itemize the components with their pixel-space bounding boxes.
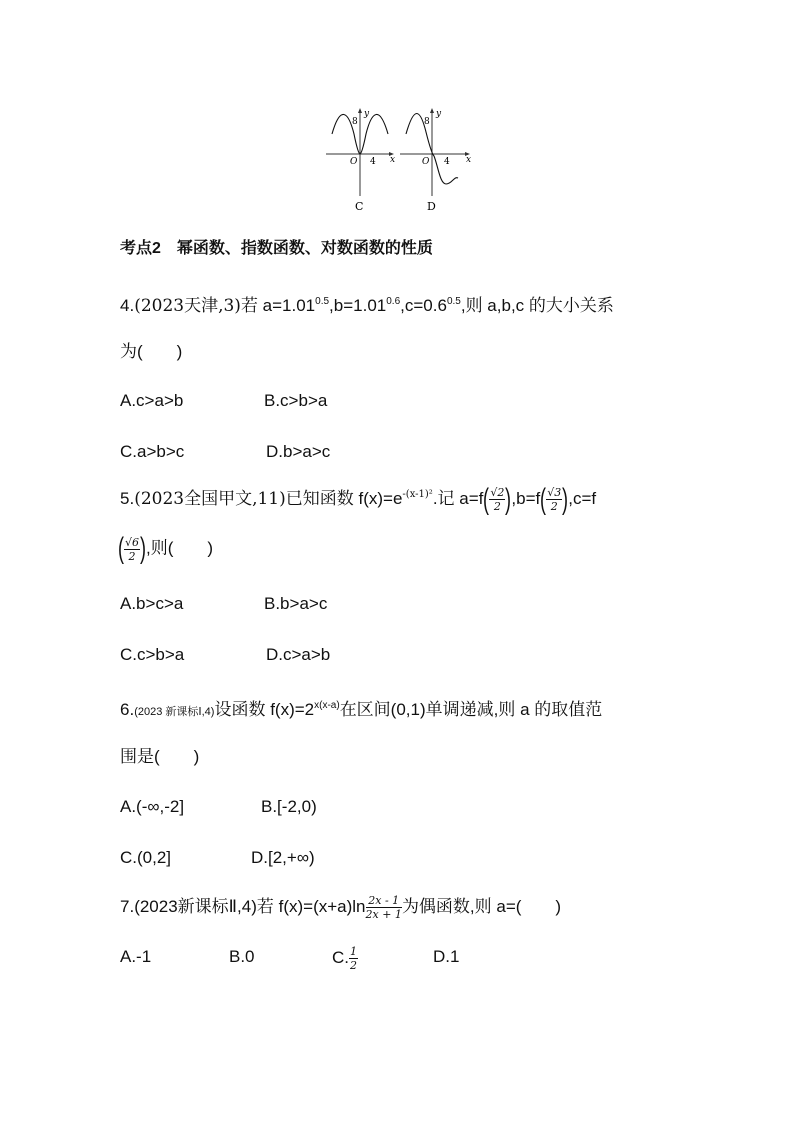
q5-option-c[interactable]: C.c>b>a — [120, 645, 185, 664]
q5-option-b[interactable]: B.b>a>c — [264, 594, 328, 613]
graph-d-x-tick: 4 — [444, 157, 450, 167]
graph-d-x-label: x — [466, 155, 472, 165]
graph-c-origin: O — [350, 157, 358, 167]
q4-line2: 为( ) — [120, 342, 183, 361]
graph-d-caption: D — [427, 200, 436, 213]
graph-d-origin: O — [422, 157, 430, 167]
q5-option-a[interactable]: A.b>c>a — [120, 594, 184, 613]
q6-line2: 围是( ) — [120, 747, 200, 766]
graph-c-y-tick: 8 — [352, 117, 358, 127]
q5-line1: 5.(2023全国甲文,11)已知函数 $f(x)=e^{-(x-1)^2}$.记 a=f( $\frac{√2}{2}$ ),b=f( $\frac{√3}{2}$ ),c=f — [120, 482, 597, 516]
q7-line1: 7.(2023新课标Ⅱ,4)若 f(x)=(x+a)ln $\frac{2x - 1}{2x + 1}$ 为偶函数,则 a=( ) — [120, 894, 562, 921]
section-title: 考点2 幂函数、指数函数、对数函数的性质 — [120, 240, 433, 257]
q7-option-a[interactable]: A.-1 — [120, 947, 152, 966]
q4-option-c[interactable]: C.a>b>c — [120, 442, 185, 461]
q7-frac: $\frac{2x - 1}{2x + 1}$ — [365, 894, 402, 921]
q4-number: 4. — [120, 296, 135, 315]
q4-option-a[interactable]: A.c>a>b — [120, 391, 184, 410]
q4-line1: 4.(2023天津,3)若 $a=1.01^{0.5},b=1.01^{0.6},c=0.6^{0.5}$,则 a,b,c 的大小关系 — [120, 296, 614, 316]
q7-option-d[interactable]: D.1 — [433, 947, 460, 966]
q6-option-c[interactable]: C.(0,2] — [120, 848, 172, 867]
graph-c-caption: C — [355, 200, 364, 213]
graph-d — [400, 108, 471, 213]
graph-c-y-label: y — [364, 109, 370, 119]
q5-option-d[interactable]: D.c>a>b — [266, 645, 331, 664]
graph-figure — [320, 104, 480, 216]
q4-source: (2023天津,3) — [134, 296, 241, 316]
q7-option-c[interactable]: C. $\frac{1}{2}$ — [332, 945, 357, 972]
q5-line2: ( $\frac{√6}{2}$ ),则( ) — [118, 532, 214, 565]
q6-source: (2023 新课标Ⅰ,4) — [134, 706, 215, 718]
q5-frac-b: $\frac{√3}{2}$ — [547, 486, 562, 514]
graph-d-y-label: y — [436, 109, 442, 119]
q4-option-b[interactable]: B.c>b>a — [264, 391, 328, 410]
q7-source: (2023新课标Ⅱ,4) — [134, 896, 257, 916]
graph-d-y-tick: 8 — [424, 117, 430, 127]
q5-source: (2023全国甲文,11) — [134, 489, 286, 509]
graph-c-x-tick: 4 — [370, 157, 376, 167]
q6-option-a[interactable]: A.(-∞,-2] — [120, 797, 185, 816]
q4-option-d[interactable]: D.b>a>c — [266, 442, 331, 461]
q7-option-c-frac: $\frac{1}{2}$ — [350, 945, 357, 972]
q6-line1: 6.(2023 新课标Ⅰ,4)设函数 $f(x)=2^{x(x-a)}$在区间(0,1)单调递减,则 a 的取值范 — [120, 700, 603, 719]
q7-option-b[interactable]: B.0 — [229, 947, 255, 966]
q6-option-b[interactable]: B.[-2,0) — [261, 797, 317, 816]
graph-c — [326, 108, 395, 213]
q5-frac-c: $\frac{√6}{2}$ — [125, 535, 140, 563]
q5-frac-a: $\frac{√2}{2}$ — [490, 486, 505, 514]
q6-option-d[interactable]: D.[2,+∞) — [251, 848, 315, 867]
graph-c-x-label: x — [390, 155, 396, 165]
